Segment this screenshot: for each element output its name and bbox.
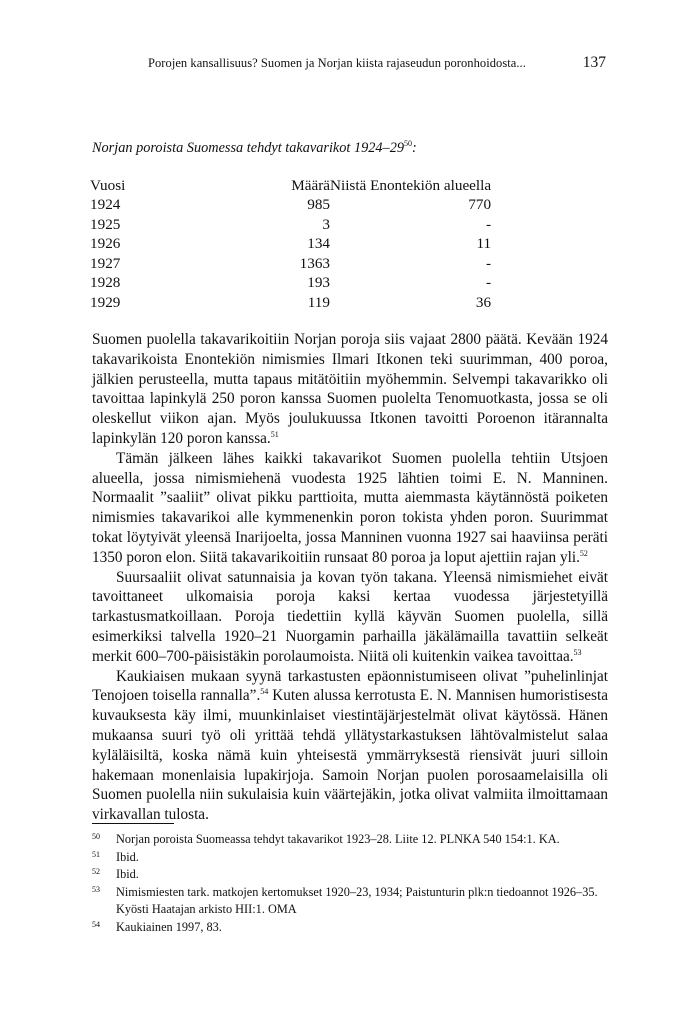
paragraph bbox=[92, 449, 608, 568]
footnote-text: Norjan poroista Suomeassa tehdyt takavarikot 1923–28. Liite 12. PLNKA 540 154:1. KA. bbox=[116, 832, 560, 846]
paragraph bbox=[92, 330, 608, 449]
cell-amount: 134 bbox=[307, 235, 330, 253]
footnote-text: Ibid. bbox=[116, 867, 139, 881]
cell-enontekio: - bbox=[486, 274, 492, 292]
cell-enontekio: 770 bbox=[468, 196, 492, 214]
footnote-number: 51 bbox=[92, 849, 100, 859]
table-row bbox=[90, 196, 491, 216]
column-header-year: Vuosi bbox=[90, 176, 126, 194]
footnote-ref: 54 bbox=[260, 687, 269, 697]
cell-year: 1925 bbox=[90, 215, 121, 233]
footnote bbox=[92, 919, 608, 937]
paragraph bbox=[92, 568, 608, 667]
caption-footnote-ref: 50 bbox=[404, 139, 412, 148]
paragraph-continuation: Kuten alussa kerrotusta E. N. Mannisen humoristisesta kuvauksesta käy ilmi, muunkinlaiset viestintäjärjestelmät olivat käytössä. Hänen mukaansa suuri työ oli yrittää tehdä yllätystarkastuksen lähtövalmistelut salaa kyläläisiltä, koska nämä kuin yhteisestä ymmärryksestä riensivät juuri silloin hakemaan monenlaisia lupakirjoja. Samoin Norjan puolen porosaamelaisilla oli Suomen puolella niin sukulaisia kuin väärtejäkin, jotka olivat valmiita ilmoittamaan virkavallan tulosta. bbox=[92, 687, 608, 824]
cell-year: 1926 bbox=[90, 235, 121, 253]
footnote bbox=[92, 884, 608, 919]
seizure-table bbox=[90, 176, 491, 313]
cell-enontekio: 36 bbox=[475, 293, 492, 311]
caption-suffix: : bbox=[412, 140, 417, 156]
footnote-number: 53 bbox=[92, 884, 100, 894]
footnote bbox=[92, 866, 608, 884]
paragraph-text: Tämän jälkeen lähes kaikki takavarikot Suomen puolella tehtiin Utsjoen alueella, jossa nimismiehenä vuodesta 1925 lähtien toimi E. N. Manninen. Normaalit ”saaliit” olivat pikku parttioita, mutta aiemmasta käytännöstä poiketen nimismies takavarikoi alle kymmenenkin poron tokista yhden poron. Suurimmat tokat löytyivät yleensä Inarijoelta, jossa Manninen vuonna 1927 sai haaviinsa peräti 1350 poron elon. Siitä takavarikoitiin runsaat 80 poroa ja loput ajettiin rajan yli. bbox=[92, 449, 608, 566]
table-row bbox=[90, 274, 491, 294]
table-row bbox=[90, 254, 491, 274]
cell-enontekio: 11 bbox=[476, 235, 492, 253]
footnotes bbox=[92, 831, 608, 936]
page-number: 137 bbox=[582, 54, 606, 71]
footnote-number: 54 bbox=[92, 919, 100, 929]
footnote bbox=[92, 849, 608, 867]
footnote-ref: 51 bbox=[270, 429, 279, 439]
table-row bbox=[90, 215, 491, 235]
footnote-text: Kaukiainen 1997, 83. bbox=[116, 919, 222, 934]
footnote-ref: 53 bbox=[573, 647, 582, 657]
paragraph-text: Kaukiaisen mukaan syynä tarkastusten epäonnistumiseen olivat ”puhelinlinjat Tenojoen toisella rannalla”. bbox=[92, 667, 608, 705]
body-text bbox=[92, 330, 608, 825]
cell-amount: 3 bbox=[322, 215, 330, 233]
column-header-enontekio: Niistä Enontekiön alueella bbox=[330, 176, 492, 194]
footnote-text: Nimismiesten tark. matkojen kertomukset 1920–23, 1934; Paistunturin plk:n tiedoannot 1926–35. Kyösti Haatajan arkisto HII:1. OMA bbox=[116, 884, 598, 916]
cell-enontekio: - bbox=[486, 215, 492, 233]
paragraph bbox=[92, 667, 608, 825]
cell-amount: 119 bbox=[307, 293, 330, 311]
footnote-ref: 52 bbox=[579, 548, 588, 558]
footnote-number: 52 bbox=[92, 867, 100, 876]
cell-year: 1928 bbox=[90, 274, 121, 292]
running-head: Porojen kansallisuus? Suomen ja Norjan kiista rajaseudun poronhoidosta... bbox=[148, 56, 526, 70]
column-header-amount: Määrä bbox=[291, 176, 330, 194]
cell-amount: 1363 bbox=[299, 254, 330, 272]
footnote bbox=[92, 831, 608, 849]
table-header-row bbox=[90, 176, 491, 196]
cell-amount: 193 bbox=[307, 274, 330, 292]
footnote-divider bbox=[92, 823, 174, 824]
footnote-text: Ibid. bbox=[116, 849, 139, 864]
table-caption bbox=[92, 140, 417, 157]
table-row bbox=[90, 235, 491, 255]
cell-year: 1924 bbox=[90, 196, 121, 214]
cell-amount: 985 bbox=[307, 196, 330, 214]
caption-text: Norjan poroista Suomessa tehdyt takavarikot 1924–29 bbox=[92, 140, 404, 156]
table-row bbox=[90, 293, 491, 313]
page-header bbox=[92, 54, 608, 74]
cell-year: 1927 bbox=[90, 254, 121, 272]
paragraph-text: Suursaaliit olivat satunnaisia ja kovan työn takana. Yleensä nimismiehet eivät tavoittaneet ulkomaisia poroja kaksi kertaa vuodessa järjestetyillä tarkastusmatkoillaan. Poroja tiedettiin kyllä käyvän Suomen puolella, sillä esimerkiksi talvella 1920–21 Nuorgamin parhailla jäkälämailla tavattiin selkeät merkit 600–700-päisistäkin porolaumoista. Niitä oli kuitenkin vaikea tavoittaa. bbox=[92, 568, 608, 665]
footnote-number: 50 bbox=[92, 832, 100, 841]
paragraph-text: Suomen puolella takavarikoitiin Norjan poroja siis vajaat 2800 päätä. Kevään 1924 takavarikoista Enontekiön nimismies Ilmari Itkonen teki suurimman, 400 poroa, jälkien perusteella, mutta tapaus mitätöitiin myöhemmin. Selvempi takavarikko oli tavoittaa lapinkylä 250 poron kanssa Suomen puolelta Tenomuotkasta, jossa se oli oleskellut viikon ajan. Myös joulukuussa Itkonen tavoitti Poroenon itärannalta lapinkylän 120 poron kanssa. bbox=[92, 331, 608, 447]
cell-enontekio: - bbox=[486, 254, 492, 272]
cell-year: 1929 bbox=[90, 293, 121, 311]
